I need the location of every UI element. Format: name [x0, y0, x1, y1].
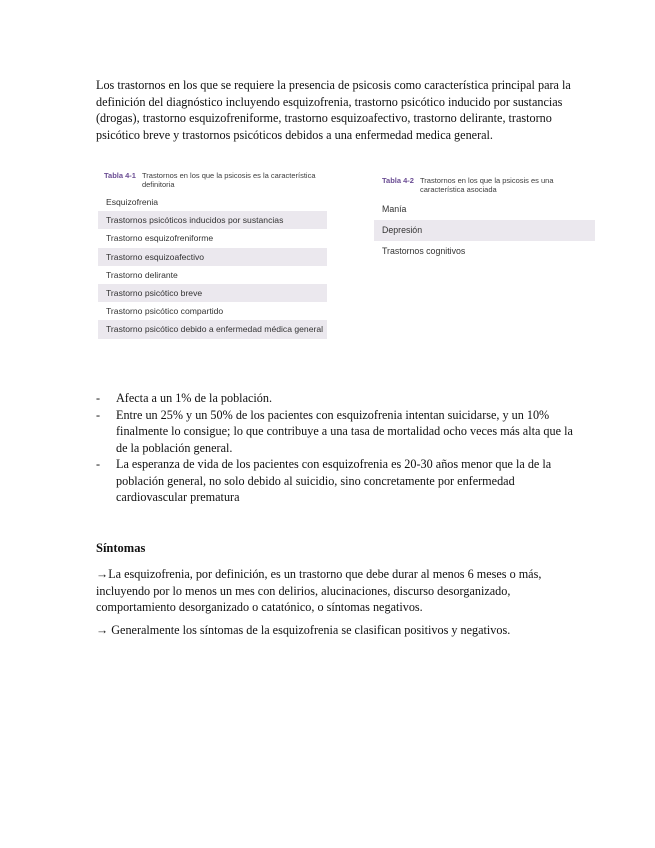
table-row: Trastorno psicótico compartido	[98, 302, 327, 320]
list-item	[96, 390, 586, 407]
table-row: Esquizofrenia	[98, 193, 327, 211]
table-row: Trastorno esquizoafectivo	[98, 248, 327, 266]
table-row: Trastorno psicótico breve	[98, 284, 327, 302]
table-4-2	[374, 176, 595, 262]
table-row: Trastorno psicótico debido a enfermedad médica general	[98, 320, 327, 338]
table-rows	[98, 193, 327, 339]
facts-list	[96, 390, 586, 506]
list-item	[96, 407, 586, 457]
sintomas-paragraph-definition: →La esquizofrenia, por definición, es un trastorno que debe durar al menos 6 meses o más, incluyendo por lo menos un mes con delirios, alucinaciones, discurso desorganizado, comportamiento desorganizado o catatónico, o síntomas negativos.	[96, 567, 542, 614]
table-row: Trastornos psicóticos inducidos por sustancias	[98, 211, 327, 229]
table-title: Trastornos en los que la psicosis es una característica asociada	[419, 176, 554, 194]
list-item-text: La esperanza de vida de los pacientes con esquizofrenia es 20-30 años menor que la de la población general, no solo debido al suicidio, sino concretamente por enfermedad cardiovascular prematura	[116, 457, 552, 504]
list-item-text: Entre un 25% y un 50% de los pacientes con esquizofrenia intentan suicidarse, y un 10% finalmente lo consigue; lo que contribuye a una tasa de mortalidad ocho veces más alta que la de la población general.	[116, 407, 573, 455]
table-row: Trastorno delirante	[98, 266, 327, 284]
table-caption	[98, 171, 327, 189]
list-item	[96, 456, 586, 506]
table-row: Trastorno esquizofreniforme	[98, 229, 327, 247]
table-number: Tabla 4-2	[382, 176, 414, 185]
table-row: Trastornos cognitivos	[374, 241, 595, 262]
list-item-text: Afecta a un 1% de la población.	[116, 391, 273, 405]
bullet-dash: -	[96, 391, 101, 405]
intro-paragraph: Los trastornos en los que se requiere la presencia de psicosis como característica principal para la definición del diagnóstico incluyendo esquizofrenia, trastorno psicótico inducido por sustancias (drogas), trastorno esquizofreniforme, trastorno esquizoafectivo, trastorno delirante, trastorno psicótico breve y trastornos psicóticos debidos a una enfermedad medica general.	[96, 78, 571, 142]
bullet-dash: -	[96, 457, 101, 471]
section-heading-sintomas: Síntomas	[96, 541, 146, 555]
table-caption	[374, 176, 595, 194]
table-row: Depresión	[374, 220, 595, 241]
bullet-dash: -	[96, 407, 101, 422]
table-rows	[374, 199, 595, 262]
sintomas-paragraph-classification: → Generalmente los síntomas de la esquizofrenia se clasifican positivos y negativos.	[96, 623, 511, 637]
table-4-1	[98, 171, 327, 339]
table-title: Trastornos en los que la psicosis es la característica definitoria	[141, 171, 316, 189]
table-row: Manía	[374, 199, 595, 220]
table-number: Tabla 4-1	[104, 171, 136, 180]
